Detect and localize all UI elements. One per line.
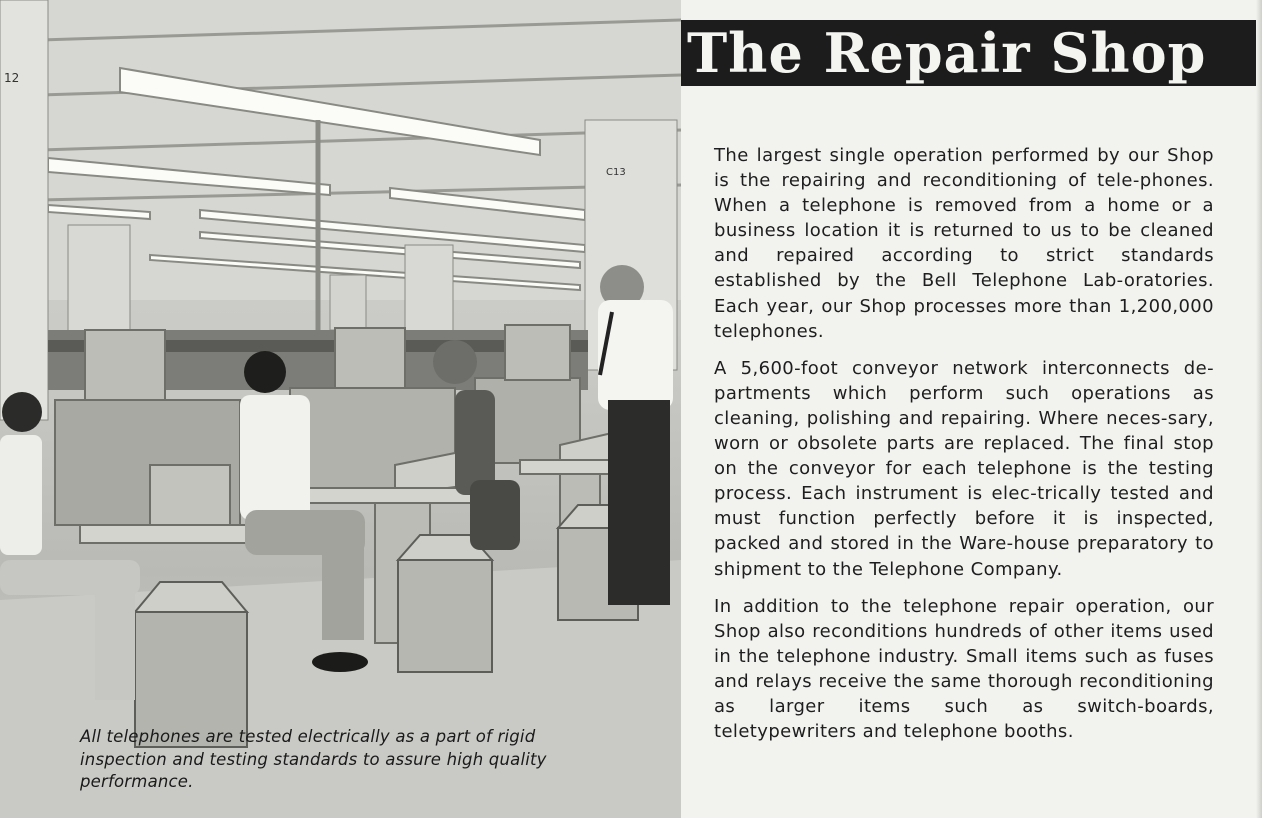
text-column [681, 0, 1262, 818]
photo-caption: All telephones are tested electrically as a part of rigid inspection and testing standards to assure high quality performance. [80, 727, 547, 791]
paragraph-conveyor-network: A 5,600-foot conveyor network interconnects de-partments which perform such operations as cleaning, polishing and repairing. Where neces-sary, worn or obsolete parts are replaced. The final stop on the conveyor for each telephone is the testing process. Each instrument is elec-trically tested and must function perfectly before it is inspected, packed and stored in the Ware-house preparatory to shipment to the Telephone Company. [714, 357, 1214, 580]
page-title: The Repair Shop [681, 20, 1262, 86]
body-text [714, 143, 1214, 756]
pillar-label-left: 12 [4, 71, 20, 85]
paragraph-other-items: In addition to the telephone repair operation, our Shop also reconditions hundreds of other items used in the telephone industry. Small items such as fuses and relays receive the same thorough reconditioning as larger items such as switch-boards, teletypewriters and telephone booths. [714, 595, 1214, 743]
pillar-label-right: C13 [606, 167, 626, 178]
paragraph-shop-repairs: The largest single operation performed by our Shop is the repairing and reconditioning of tele-phones. When a telephone is removed from a home or a business location it is returned to us to be cleaned and repaired according to strict standards established by the Bell Telephone Lab-oratories. Each year, our Shop processes more than 1,200,000 telephones. [714, 145, 1214, 342]
page-edge [1256, 0, 1262, 818]
